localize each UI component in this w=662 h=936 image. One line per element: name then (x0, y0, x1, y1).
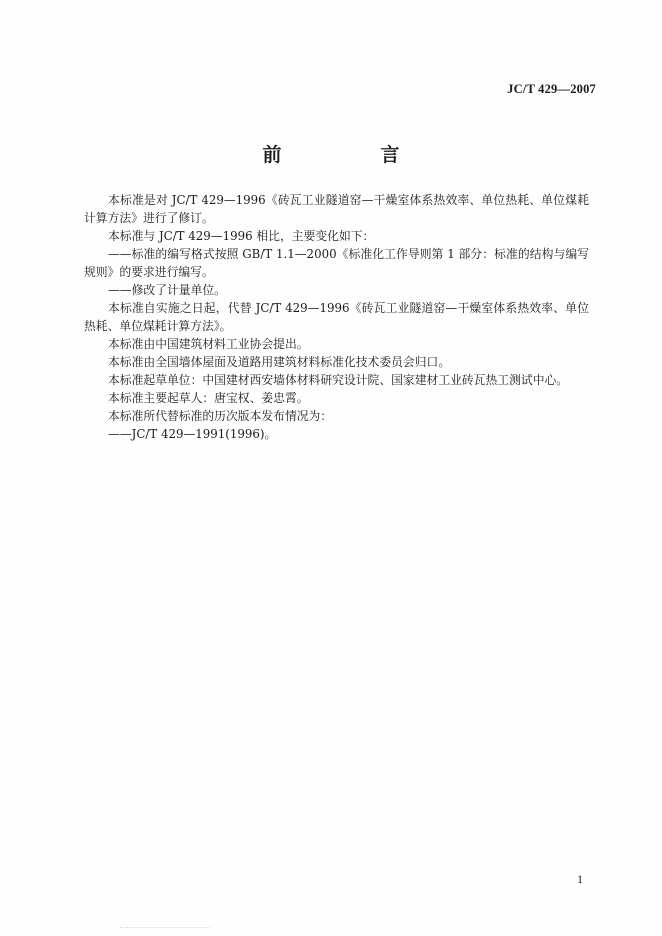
paragraph-drafters: 本标准主要起草人：唐宝权、姜忠霄。 (108, 391, 309, 405)
paragraph-change-format: ——标准的编写格式按照 GB/T 1.1—2000《标准化工作导则第 1 部分：标准的结构与编写规则》的要求进行编写。 (84, 247, 589, 279)
paragraph-history-item: ——JC/T 429—1991(1996)。 (108, 427, 277, 441)
paragraph-history-intro: 本标准所代替标准的历次版本发布情况为： (108, 409, 333, 423)
paragraph-drafting-units: 本标准起草单位：中国建材西安墙体材料研究设计院、国家建材工业砖瓦热工测试中心。 (108, 373, 569, 387)
page-number: 1 (577, 872, 583, 886)
scan-artifact (120, 927, 210, 934)
paragraph-committee: 本标准由全国墙体屋面及道路用建筑材料标准化技术委员会归口。 (108, 355, 451, 369)
paragraph-changes-intro: 本标准与 JC/T 429—1996 相比，主要变化如下： (108, 229, 375, 243)
paragraph-revision-note: 本标准是对 JC/T 429—1996《砖瓦工业隧道窑—干燥室体系热效率、单位热耗、单位煤耗计算方法》进行了修订。 (84, 193, 589, 225)
foreword-body (84, 191, 589, 443)
page-title: 前 言 (262, 144, 440, 166)
paragraph-replacement: 本标准自实施之日起，代替 JC/T 429—1996《砖瓦工业隧道窑—干燥室体系热效率、单位热耗、单位煤耗计算方法》。 (84, 301, 589, 333)
paragraph-change-units: ——修改了计量单位。 (108, 283, 226, 297)
standard-code: JC/T 429—2007 (507, 82, 596, 96)
paragraph-proposer: 本标准由中国建筑材料工业协会提出。 (108, 337, 309, 351)
